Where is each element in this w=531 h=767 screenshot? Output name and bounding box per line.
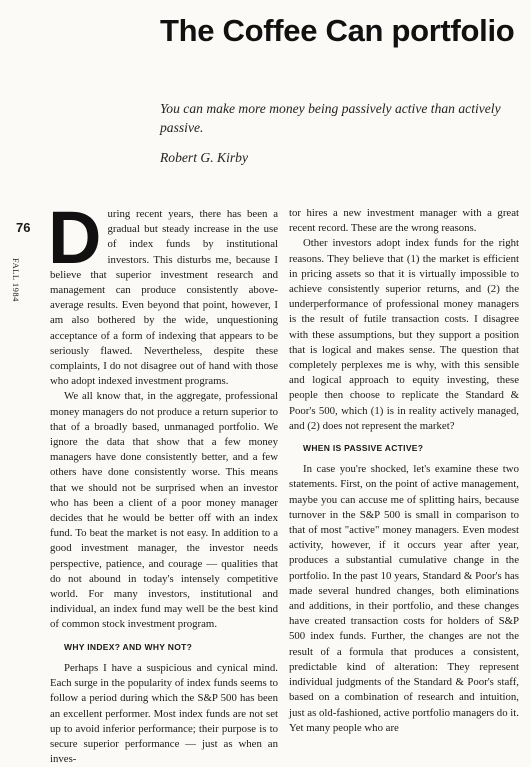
issue-label: FALL 1984 <box>11 258 21 302</box>
drop-cap: D <box>48 196 102 279</box>
text-column-right <box>289 206 519 734</box>
page-number: 76 <box>16 220 31 235</box>
article-subtitle: You can make more money being passively active than actively passive. <box>160 101 501 135</box>
author-name: Robert G. Kirby <box>160 150 248 165</box>
paragraph <box>48 196 278 389</box>
paragraph: Other investors adopt index funds for the right reasons. They believe that (1) the market is efficient in pricing assets so that it is virtually impossible to achieve consistently superior returns, and (2) the underperformance of professional money managers is the result of futile transaction costs. I disagree with these assumptions, but they support a position that is logical and makes sense. The question that completely perplexes me is why, with this sensible and logical approach to equity investing, these people then choose to replicate the Standard & Poor's 500, which (1) is in reality actively managed, and (2) does not represent the market? <box>289 237 519 432</box>
article-title: The Coffee Can portfolio <box>160 13 515 48</box>
section-heading: WHEN IS PASSIVE ACTIVE? <box>303 443 424 454</box>
paragraph: tor hires a new investment manager with a great recent record. These are the wrong reasons. <box>289 207 519 235</box>
section-heading: WHY INDEX? AND WHY NOT? <box>64 641 193 652</box>
paragraph: We all know that, in the aggregate, professional money managers do not produce a return superior to that of a broadly based, unmanaged portfolio. We ignore the data that show that a few money managers have done consistently better, and a few others have done consistently worse. This means that we should not be surprised when an investor who has been a client of a poor money manager decides that he would be better off with an index fund. To beat the market is not easy. In addition to a good investment manager, the investor needs perspective, patience, and courage — qualities that do not abound in today's intensely competitive world. For many investors, institutional and individual, an index fund may well be the best kind of common stock investment program. <box>50 390 278 631</box>
paragraph: Perhaps I have a suspicious and cynical mind. Each surge in the popularity of index funds seems to follow a period during which the S&P 500 has been an excellent performer. Most index funds are not set up to avoid inferior performance; their purpose is to secure superior performance — just as when an inves- <box>50 661 278 766</box>
paragraph: In case you're shocked, let's examine these two statements. First, on the point of active management, maybe you can accuse me of splitting hairs, because turnover in the S&P 500 is small in comparison to that of most "active" money managers. Even modest activity, however, if it occurs year after year, produces a substantial cumulative change in the portfolio. In the past 10 years, Standard & Poor's has made several hundred changes, both eliminations and additions, in their portfolio, and these changes have created transaction costs for holders of S&P 500 index funds. Further, the changes are not the result of a formula that produces a consistent, predictable kind of alteration: They represent individual judgments of the Standard & Poor's staff, based on a combination of research and intuition, just as old-fashioned, active portfolio managers do it. Yet many people who are <box>289 463 519 734</box>
paragraph-text: uring recent years, there has been a gradual but steady increase in the use of index funds by institutional investors. This disturbs me, because I believe that superior investment research and management can produce consistently above-average results. Even beyond that point, however, I am also bothered by the wide, unquestioning acceptance of a form of indexing that appears to be seriously flawed. Nevertheless, despite these complaints, I do not disagree out of hand with those who adopt indexed investment programs. <box>50 208 278 388</box>
text-column-left <box>48 196 278 766</box>
